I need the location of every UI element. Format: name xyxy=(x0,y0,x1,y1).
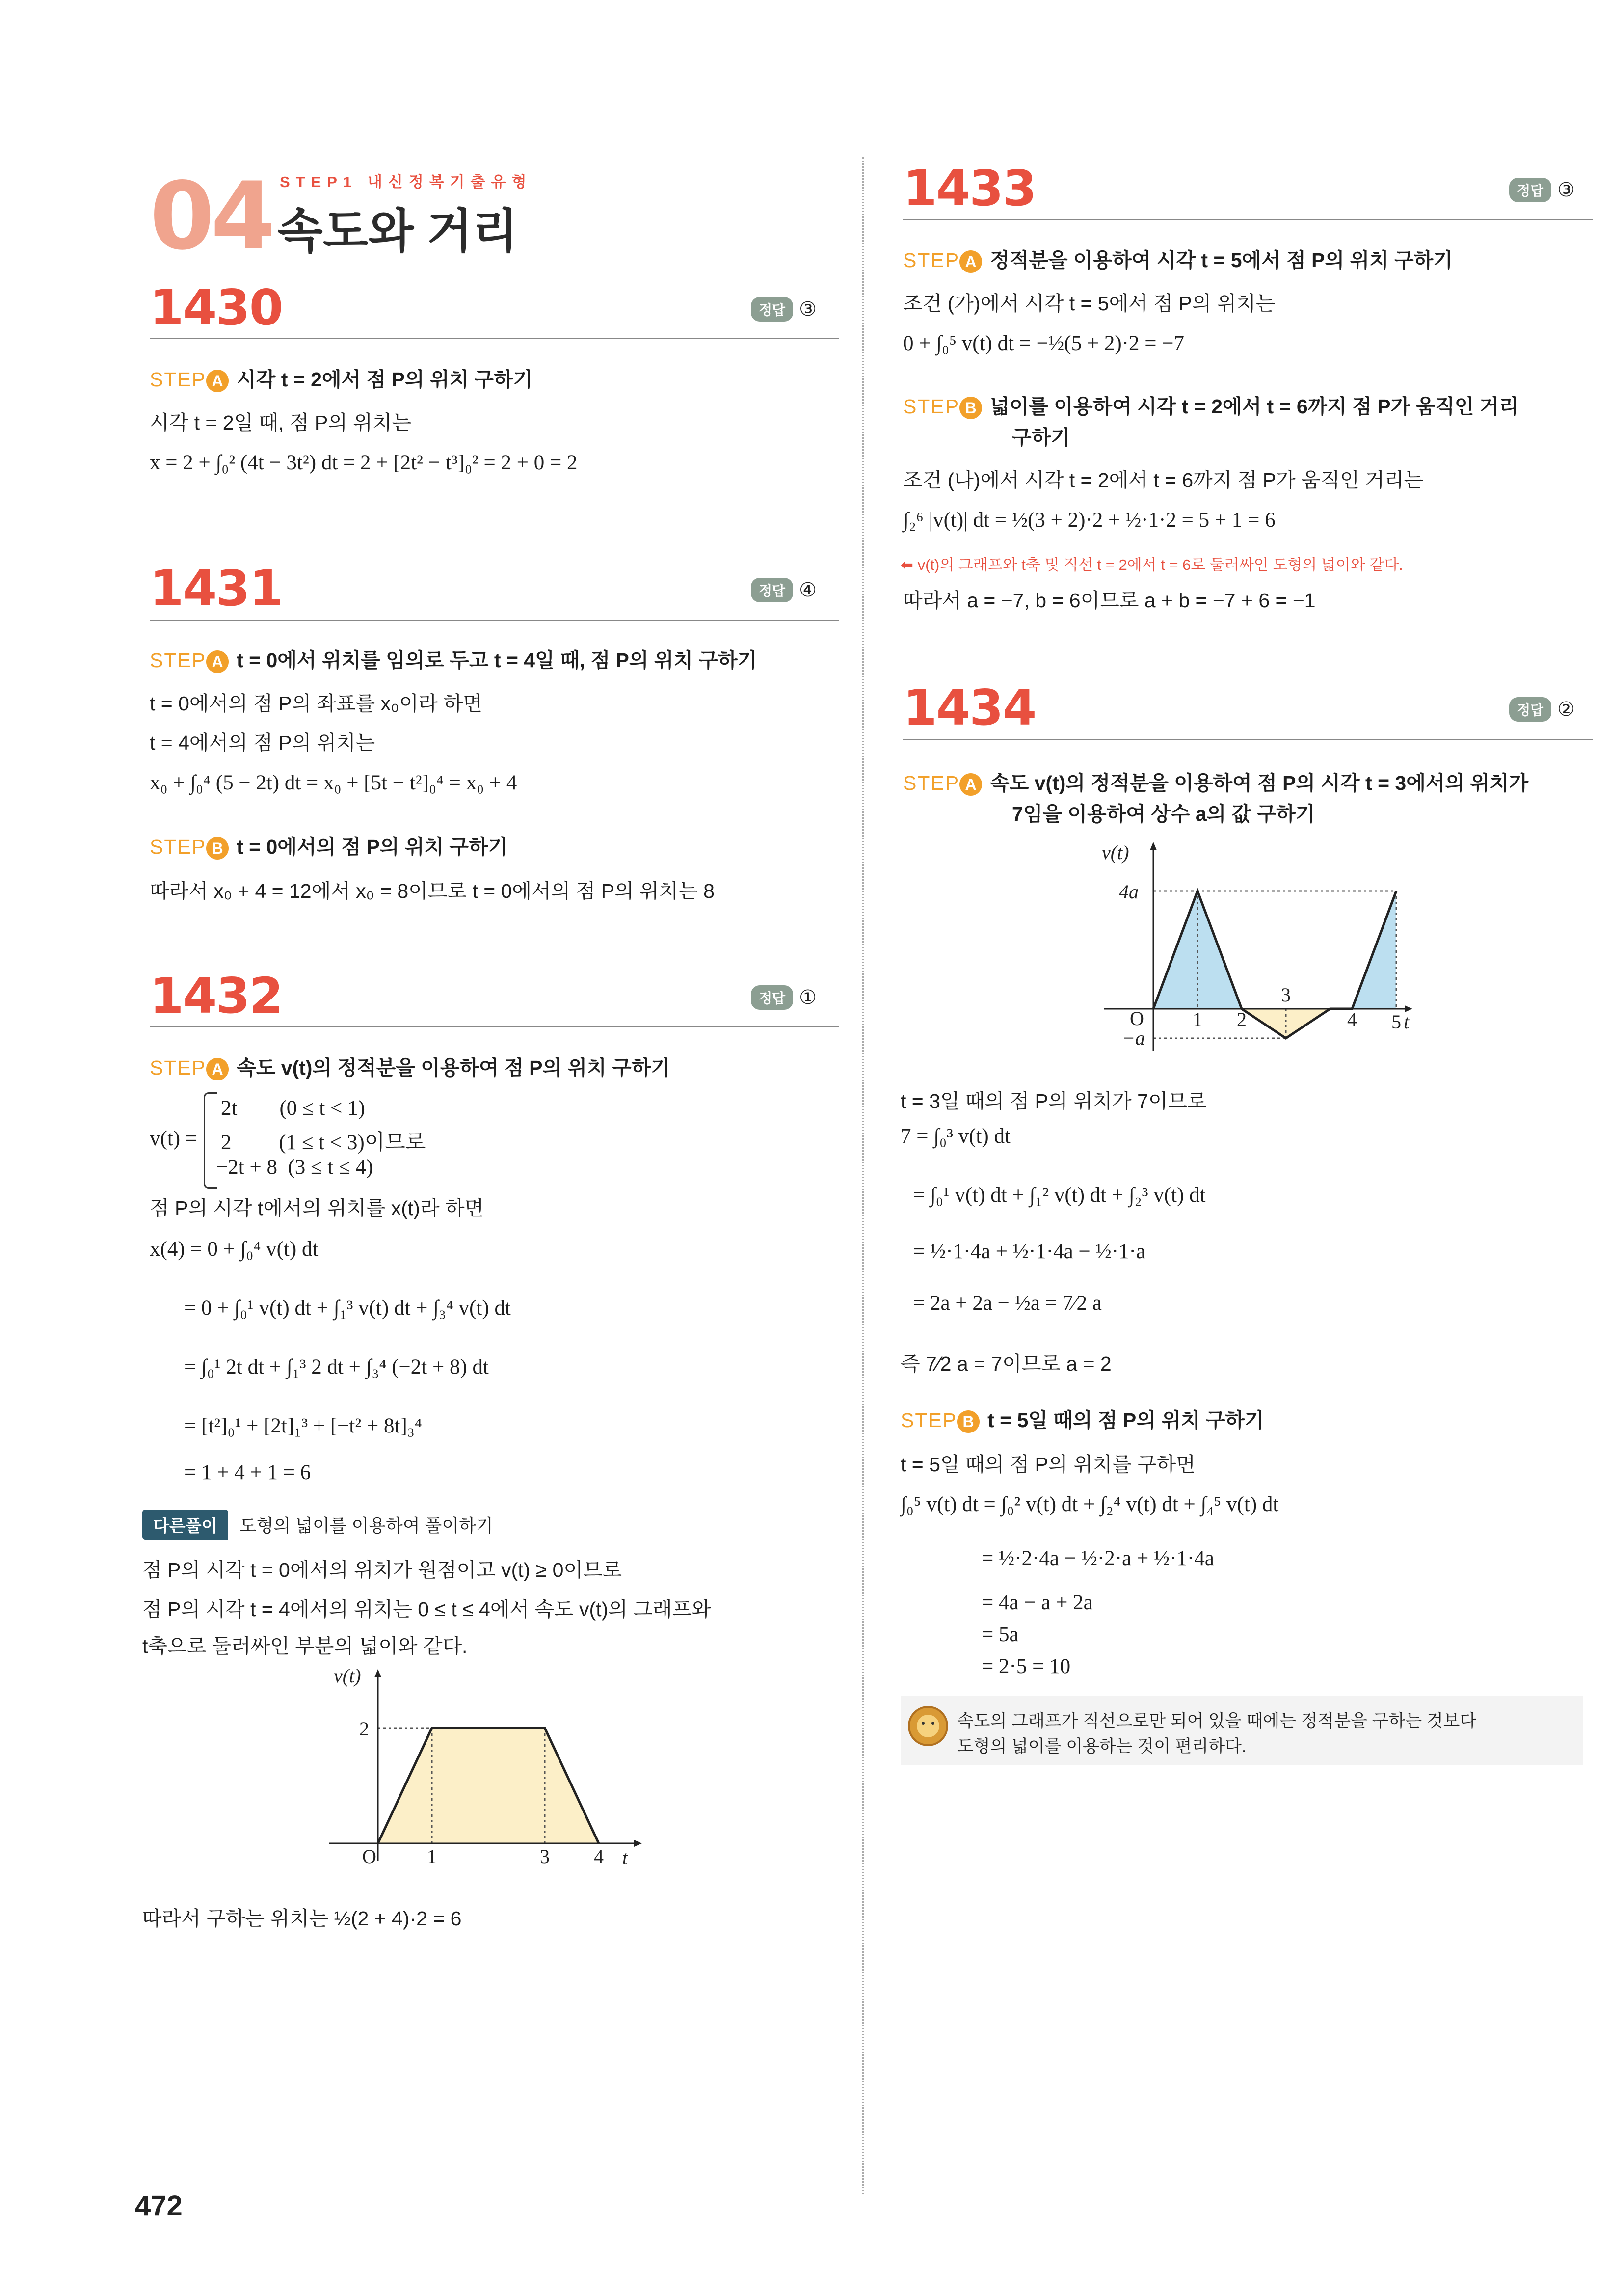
graph-area xyxy=(1242,1009,1330,1038)
x-tick: 5 xyxy=(1391,1011,1401,1033)
equation: = 5a xyxy=(982,1623,1019,1646)
problem-number-1431: 1431 xyxy=(150,560,283,617)
step-a-1434-cont: 7임을 이용하여 상수 a의 값 구하기 xyxy=(1012,803,1315,825)
graph-1434 xyxy=(1080,835,1413,1060)
problem-number-1433: 1433 xyxy=(903,160,1036,217)
note-arrow: ⬅ v(t)의 그래프와 t축 및 직선 t = 2에서 t = 6로 둘러싸인 도형의 넓이와 같다. xyxy=(901,556,1403,573)
equation: ∫₀⁵ v(t) dt = ∫₀² v(t) dt + ∫₂⁴ v(t) dt + ∫₄⁵ v(t) dt xyxy=(901,1493,1279,1516)
divider xyxy=(903,219,1593,220)
chapter-title: 속도와 거리 xyxy=(277,205,518,258)
text-line: 따라서 x₀ + 4 = 12에서 x₀ = 8이므로 t = 0에서의 점 P의 위치는 8 xyxy=(150,880,715,902)
text-line: t = 4에서의 점 P의 위치는 xyxy=(150,731,375,754)
problem-number-1432: 1432 xyxy=(150,967,283,1025)
divider xyxy=(150,620,839,621)
equation: x₀ + ∫₀⁴ (5 − 2t) dt = x₀ + [5t − t²]₀⁴ = x₀ + 4 xyxy=(150,771,517,794)
x-label: t xyxy=(1404,1011,1410,1033)
answer-badge: 정답 xyxy=(1509,697,1551,722)
x-tick: 3 xyxy=(1281,984,1291,1006)
equation: = 2a + 2a − ½a = 7⁄2 a xyxy=(913,1292,1102,1315)
step-a-1430: STEP A 시각 t = 2에서 점 P의 위치 구하기 xyxy=(150,363,532,392)
answer-1433 xyxy=(1509,178,1575,202)
text-line: t축으로 둘러싸인 부분의 넓이와 같다. xyxy=(142,1635,468,1657)
y-label: v(t) xyxy=(1102,841,1129,864)
text-line: 시각 t = 2일 때, 점 P의 위치는 xyxy=(150,411,412,434)
y-tick-bottom: −a xyxy=(1122,1027,1145,1049)
divider xyxy=(150,338,839,339)
tip-line: 속도의 그래프가 직선으로만 되어 있을 때에는 정적분을 구하는 것보다 xyxy=(957,1711,1477,1730)
equation: = 2·5 = 10 xyxy=(982,1655,1071,1678)
piecewise-brace xyxy=(204,1092,217,1189)
equation: = ½·2·4a − ½·2·a + ½·1·4a xyxy=(982,1547,1214,1570)
answer-1430 xyxy=(751,297,817,322)
equation: = 4a − a + 2a xyxy=(982,1591,1093,1614)
answer-value: ③ xyxy=(799,298,817,320)
text-line: t = 3일 때의 점 P의 위치가 7이므로 xyxy=(901,1090,1207,1112)
text-line: 조건 (가)에서 시각 t = 5에서 점 P의 위치는 xyxy=(903,292,1276,315)
piece-line: 2t (0 ≤ t < 1) xyxy=(221,1097,365,1120)
answer-badge: 정답 xyxy=(751,578,793,602)
x-tick: 4 xyxy=(1347,1008,1357,1030)
page-number: 472 xyxy=(135,2190,183,2222)
y-tick-top: 4a xyxy=(1119,881,1139,903)
equation: = 0 + ∫₀¹ v(t) dt + ∫₁³ v(t) dt + ∫₃⁴ v(t) dt xyxy=(184,1297,511,1320)
x-tick: 1 xyxy=(427,1845,437,1867)
arrow xyxy=(1150,842,1157,850)
step-a-1432: STEP A 속도 v(t)의 정적분을 이용하여 점 P의 위치 구하기 xyxy=(150,1052,670,1080)
graph-1432 xyxy=(314,1662,648,1868)
answer-1434 xyxy=(1509,697,1575,722)
equation: 7 = ∫₀³ v(t) dt xyxy=(901,1125,1011,1148)
text-line: 점 P의 시각 t에서의 위치를 x(t)라 하면 xyxy=(150,1197,484,1219)
x-tick: 4 xyxy=(594,1845,604,1867)
step-b-1433-cont: 구하기 xyxy=(1012,426,1070,449)
step-a-1433: STEP A 정적분을 이용하여 시각 t = 5에서 점 P의 위치 구하기 xyxy=(903,244,1453,273)
step-b-1434: STEP B t = 5일 때의 점 P의 위치 구하기 xyxy=(901,1404,1264,1433)
equation: = [t²]₀¹ + [2t]₁³ + [−t² + 8t]₃⁴ xyxy=(184,1414,422,1437)
text-line: 따라서 a = −7, b = 6이므로 a + b = −7 + 6 = −1 xyxy=(903,589,1316,612)
lion-mascot-icon xyxy=(908,1706,948,1746)
origin: O xyxy=(1130,1007,1144,1029)
answer-badge: 정답 xyxy=(1509,178,1551,202)
text-line: 따라서 구하는 위치는 ½(2 + 4)·2 = 6 xyxy=(142,1907,462,1930)
alt-solution-tag: 다른풀이 xyxy=(142,1510,228,1540)
x-tick: 1 xyxy=(1193,1008,1202,1030)
alt-solution-title: 도형의 넓이를 이용하여 풀이하기 xyxy=(239,1515,493,1536)
equation: = ½·1·4a + ½·1·4a − ½·1·a xyxy=(913,1240,1145,1263)
piecewise-lhs: v(t) = xyxy=(150,1127,198,1150)
alt-solution-heading xyxy=(142,1510,493,1540)
y-tick: 2 xyxy=(359,1718,369,1740)
answer-value: ② xyxy=(1557,699,1575,720)
text-line: 점 P의 시각 t = 0에서의 위치가 원점이고 v(t) ≥ 0이므로 xyxy=(142,1559,622,1581)
problem-number-1430: 1430 xyxy=(150,279,283,336)
x-tick: 3 xyxy=(540,1845,550,1867)
step-b-1431: STEP B t = 0에서의 점 P의 위치 구하기 xyxy=(150,831,507,860)
step-line: STEP1 내신정복기출유형 xyxy=(280,173,532,190)
step-a-1431: STEP A t = 0에서 위치를 임의로 두고 t = 4일 때, 점 P의 위치 구하기 xyxy=(150,644,757,673)
text-line: 조건 (나)에서 시각 t = 2에서 t = 6까지 점 P가 움직인 거리는 xyxy=(903,469,1424,491)
text-line: t = 0에서의 점 P의 좌표를 x₀이라 하면 xyxy=(150,692,483,715)
step-a-1434: STEP A 속도 v(t)의 정적분을 이용하여 점 P의 시각 t = 3에서의 위치가 xyxy=(903,767,1528,796)
arrow xyxy=(374,1669,381,1677)
y-label: v(t) xyxy=(334,1665,361,1687)
x-label: t xyxy=(622,1846,628,1868)
chapter-number: 04 xyxy=(150,162,272,270)
column-divider xyxy=(862,157,864,2194)
divider xyxy=(150,1026,839,1027)
equation: = 1 + 4 + 1 = 6 xyxy=(184,1461,311,1484)
step-b-1433: STEP B 넓이를 이용하여 시각 t = 2에서 t = 6까지 점 P가 움직인 거리 xyxy=(903,390,1518,419)
answer-badge: 정답 xyxy=(751,985,793,1010)
text-line: t = 5일 때의 점 P의 위치를 구하면 xyxy=(901,1453,1196,1476)
answer-value: ④ xyxy=(799,579,817,601)
piece-line: 2 (1 ≤ t < 3)이므로 xyxy=(221,1131,426,1154)
text-line: 즉 7⁄2 a = 7이므로 a = 2 xyxy=(901,1352,1112,1375)
equation: 0 + ∫₀⁵ v(t) dt = −½(5 + 2)·2 = −7 xyxy=(903,332,1185,355)
answer-1431 xyxy=(751,578,817,602)
equation: x(4) = 0 + ∫₀⁴ v(t) dt xyxy=(150,1238,319,1261)
problem-number-1434: 1434 xyxy=(903,679,1036,736)
equation: = ∫₀¹ 2t dt + ∫₁³ 2 dt + ∫₃⁴ (−2t + 8) dt xyxy=(184,1355,489,1378)
text-line: 점 P의 시각 t = 4에서의 위치는 0 ≤ t ≤ 4에서 속도 v(t)의 그래프와 xyxy=(142,1598,711,1621)
answer-1432 xyxy=(751,985,817,1010)
equation: = ∫₀¹ v(t) dt + ∫₁² v(t) dt + ∫₂³ v(t) dt xyxy=(913,1184,1206,1207)
divider xyxy=(903,739,1593,740)
tip-line: 도형의 넓이를 이용하는 것이 편리하다. xyxy=(957,1737,1247,1756)
x-tick: 2 xyxy=(1237,1008,1247,1030)
origin: O xyxy=(362,1845,376,1867)
answer-value: ① xyxy=(799,987,817,1008)
arrow xyxy=(634,1840,642,1847)
equation: x = 2 + ∫₀² (4t − 3t²) dt = 2 + [2t² − t³]₀² = 2 + 0 = 2 xyxy=(150,451,578,474)
piece-line: −2t + 8 (3 ≤ t ≤ 4) xyxy=(216,1156,373,1179)
graph-area xyxy=(378,1728,599,1843)
answer-value: ③ xyxy=(1557,179,1575,201)
answer-badge: 정답 xyxy=(751,297,793,322)
equation: ∫₂⁶ |v(t)| dt = ½(3 + 2)·2 + ½·1·2 = 5 + 1 = 6 xyxy=(903,509,1276,532)
